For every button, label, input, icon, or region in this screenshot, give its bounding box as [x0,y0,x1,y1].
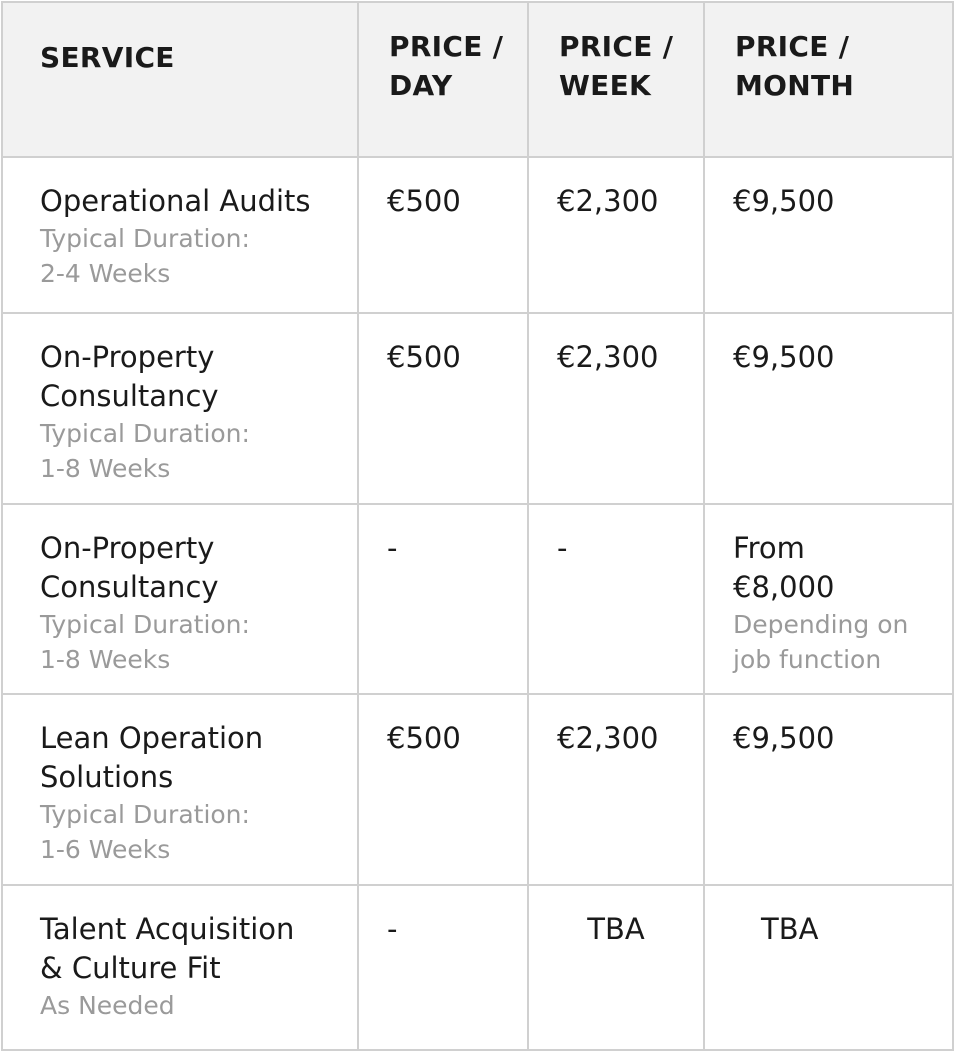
table-row [2,504,953,694]
price-month-line1: From [733,531,805,565]
table-header-row [2,2,953,157]
price-week-cell [528,885,704,1050]
duration-label: Typical Duration: [40,800,250,829]
price-month-cell [704,694,953,885]
price-month: TBA [761,912,819,946]
price-day: - [387,912,398,946]
price-month: €9,500 [733,184,835,218]
price-month-note-line1: Depending on [733,610,909,639]
price-day-cell [358,157,528,313]
duration-label: Typical Duration: [40,610,250,639]
header-price-week-line2: WEEK [559,69,652,102]
header-price-month-line1: PRICE / [735,30,850,63]
price-week-cell [528,157,704,313]
service-cell [2,313,358,504]
service-name-line1: Lean Operation [40,721,264,755]
price-week: - [557,531,568,565]
service-name-line2: Consultancy [40,570,219,604]
price-week: €2,300 [557,184,659,218]
service-name-line2: Solutions [40,760,174,794]
service-name-line1: On-Property [40,340,215,374]
price-day: €500 [387,721,461,755]
duration-value: 2-4 Weeks [40,259,171,288]
price-week: €2,300 [557,340,659,374]
price-day-cell [358,313,528,504]
price-day: - [387,531,398,565]
service-name-line2: Consultancy [40,379,219,413]
price-month-note-line2: job function [733,645,882,674]
duration-value: 1-8 Weeks [40,454,171,483]
price-month: €9,500 [733,721,835,755]
service-cell [2,157,358,313]
duration-label: Typical Duration: [40,419,250,448]
pricing-table [1,1,954,1051]
price-week: €2,300 [557,721,659,755]
price-day: €500 [387,184,461,218]
service-cell [2,504,358,694]
price-month-line2: €8,000 [733,570,835,604]
price-week: TBA [587,912,645,946]
price-day-cell [358,885,528,1050]
price-week-cell [528,694,704,885]
price-day-cell [358,504,528,694]
table-row [2,885,953,1050]
header-price-month [704,2,953,157]
header-service [2,2,358,157]
price-week-cell [528,313,704,504]
service-name: Operational Audits [40,184,311,218]
service-name-line2: & Culture Fit [40,951,221,985]
header-price-month-line2: MONTH [735,69,855,102]
price-day: €500 [387,340,461,374]
table-row [2,157,953,313]
price-month-cell [704,157,953,313]
header-service-label: SERVICE [40,41,175,74]
service-cell [2,694,358,885]
price-month: €9,500 [733,340,835,374]
price-month-cell [704,313,953,504]
header-price-day-line1: PRICE / [389,30,504,63]
duration-value: 1-8 Weeks [40,645,171,674]
price-day-cell [358,694,528,885]
service-name-line1: On-Property [40,531,215,565]
duration-label: Typical Duration: [40,224,250,253]
price-month-cell [704,885,953,1050]
table-row [2,313,953,504]
header-price-day [358,2,528,157]
service-name-line1: Talent Acquisition [40,912,295,946]
service-cell [2,885,358,1050]
table-row [2,694,953,885]
duration-value: As Needed [40,991,175,1020]
price-week-cell [528,504,704,694]
header-price-week [528,2,704,157]
header-price-day-line2: DAY [389,69,453,102]
price-month-cell [704,504,953,694]
duration-value: 1-6 Weeks [40,835,171,864]
header-price-week-line1: PRICE / [559,30,674,63]
